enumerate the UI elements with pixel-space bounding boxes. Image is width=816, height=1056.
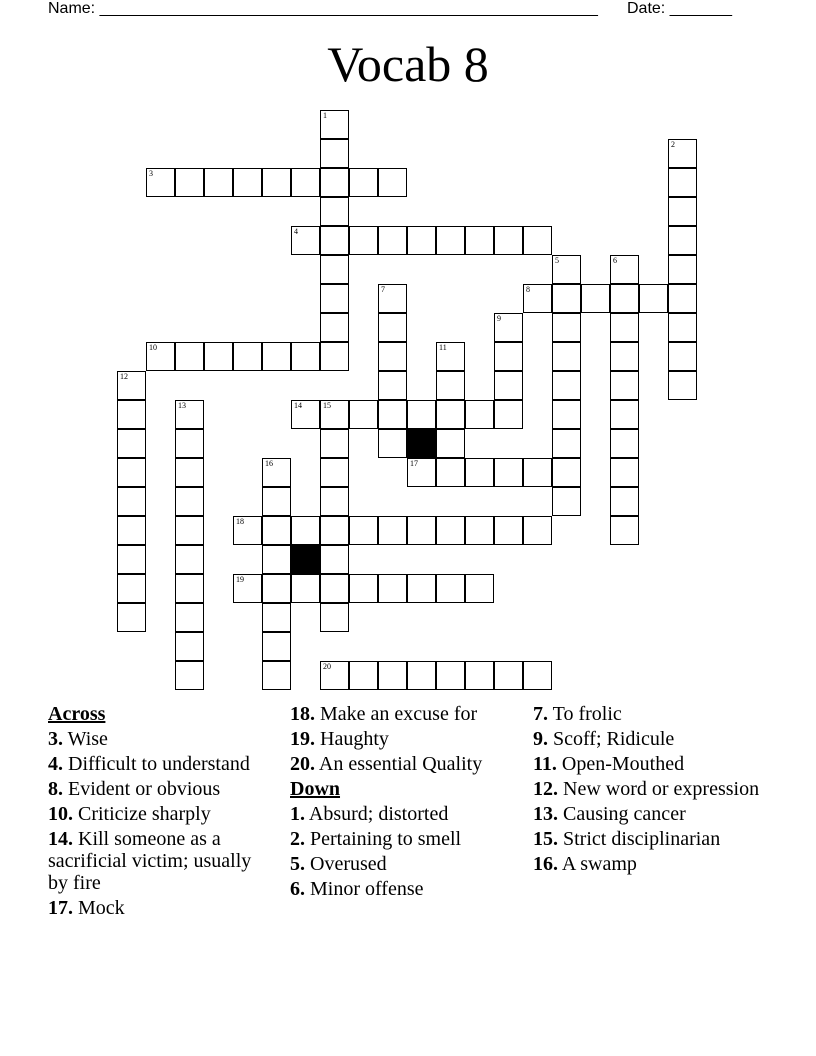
down-clue: [533, 703, 783, 725]
across-clue: [290, 753, 510, 775]
clue-text: Absurd; distorted: [305, 803, 449, 825]
grid-cell[interactable]: [117, 516, 146, 545]
grid-cell[interactable]: [175, 487, 204, 516]
grid-cell[interactable]: [552, 429, 581, 458]
across-clue: [48, 897, 263, 919]
grid-cell[interactable]: [175, 632, 204, 661]
grid-cell[interactable]: [436, 342, 465, 371]
down-clue: [533, 778, 783, 800]
grid-cell[interactable]: [233, 516, 262, 545]
clue-number-label: 3.: [48, 728, 63, 750]
clue-text: Minor offense: [305, 878, 424, 900]
clue-text: Open-Mouthed: [556, 753, 685, 775]
clue-text: Mock: [73, 897, 125, 919]
grid-cell[interactable]: [407, 458, 436, 487]
clue-number: 3: [149, 169, 153, 178]
clue-number: 10: [149, 343, 157, 352]
down-clue: [290, 828, 510, 850]
grid-cell[interactable]: [523, 284, 552, 313]
grid-cell[interactable]: [407, 574, 436, 603]
clue-number: 12: [120, 372, 128, 381]
clue-number-label: 5.: [290, 853, 305, 875]
grid-cell[interactable]: [291, 342, 320, 371]
across-clue: [290, 728, 510, 750]
grid-cell[interactable]: [552, 342, 581, 371]
grid-cell[interactable]: [320, 487, 349, 516]
grid-cell[interactable]: [610, 371, 639, 400]
grid-cell[interactable]: [320, 110, 349, 139]
grid-cell[interactable]: [494, 313, 523, 342]
grid-cell[interactable]: [262, 545, 291, 574]
clue-text: Difficult to understand: [63, 753, 250, 775]
grid-cell[interactable]: [320, 284, 349, 313]
grid-cell[interactable]: [320, 661, 349, 690]
clue-number-label: 12.: [533, 778, 558, 800]
grid-cell[interactable]: [494, 342, 523, 371]
grid-cell[interactable]: [465, 458, 494, 487]
grid-cell[interactable]: [146, 342, 175, 371]
clue-text: Strict disciplinarian: [558, 828, 721, 850]
grid-cell[interactable]: [291, 226, 320, 255]
grid-cell[interactable]: [117, 603, 146, 632]
grid-cell[interactable]: [436, 371, 465, 400]
clue-text: Overused: [305, 853, 387, 875]
clue-number-label: 1.: [290, 803, 305, 825]
grid-cell[interactable]: [436, 458, 465, 487]
clue-number: 7: [381, 285, 385, 294]
clue-number: 19: [236, 575, 244, 584]
grid-cell[interactable]: [175, 400, 204, 429]
grid-cell[interactable]: [262, 168, 291, 197]
grid-cell[interactable]: [320, 603, 349, 632]
grid-cell[interactable]: [407, 226, 436, 255]
clue-number: 17: [410, 459, 418, 468]
grid-cell[interactable]: [610, 342, 639, 371]
page-title: Vocab 8: [327, 36, 489, 92]
clue-number: 4: [294, 227, 298, 236]
grid-cell[interactable]: [349, 661, 378, 690]
grid-cell[interactable]: [320, 168, 349, 197]
grid-cell[interactable]: [262, 632, 291, 661]
grid-cell[interactable]: [494, 226, 523, 255]
down-clue: [290, 853, 510, 875]
grid-cell[interactable]: [320, 313, 349, 342]
clue-number: 9: [497, 314, 501, 323]
grid-cell[interactable]: [146, 168, 175, 197]
grid-cell[interactable]: [262, 603, 291, 632]
grid-cell[interactable]: [610, 313, 639, 342]
grid-cell[interactable]: [552, 313, 581, 342]
grid-cell[interactable]: [668, 226, 697, 255]
clue-text: Evident or obvious: [63, 778, 221, 800]
clue-number-label: 15.: [533, 828, 558, 850]
grid-cell[interactable]: [175, 516, 204, 545]
grid-cell[interactable]: [175, 545, 204, 574]
grid-cell[interactable]: [175, 603, 204, 632]
grid-cell[interactable]: [465, 574, 494, 603]
grid-cell[interactable]: [117, 458, 146, 487]
clue-number-label: 10.: [48, 803, 73, 825]
grid-cell[interactable]: [552, 371, 581, 400]
grid-cell[interactable]: [233, 342, 262, 371]
grid-cell[interactable]: [378, 226, 407, 255]
grid-cell[interactable]: [117, 487, 146, 516]
grid-cell[interactable]: [610, 255, 639, 284]
grid-cell[interactable]: [320, 574, 349, 603]
grid-cell[interactable]: [320, 255, 349, 284]
grid-cell[interactable]: [494, 400, 523, 429]
clue-number-label: 19.: [290, 728, 315, 750]
grid-cell[interactable]: [668, 371, 697, 400]
clue-number: 14: [294, 401, 302, 410]
clue-number-label: 14.: [48, 828, 73, 850]
clue-number: 11: [439, 343, 447, 352]
grid-cell[interactable]: [204, 342, 233, 371]
grid-cell[interactable]: [175, 458, 204, 487]
grid-cell[interactable]: [320, 458, 349, 487]
grid-cell[interactable]: [552, 284, 581, 313]
clue-number-label: 8.: [48, 778, 63, 800]
grid-cell[interactable]: [320, 516, 349, 545]
grid-cell[interactable]: [233, 168, 262, 197]
clue-number: 2: [671, 140, 675, 149]
grid-cell[interactable]: [117, 400, 146, 429]
grid-cell[interactable]: [494, 661, 523, 690]
grid-cell[interactable]: [378, 313, 407, 342]
clue-text: Haughty: [315, 728, 389, 750]
clue-number-label: 16.: [533, 853, 558, 875]
grid-cell[interactable]: [320, 545, 349, 574]
grid-cell[interactable]: [262, 458, 291, 487]
clue-number-label: 9.: [533, 728, 548, 750]
clue-text: Kill someone as a sacrificial victim; usually by fire: [48, 828, 252, 894]
clue-number-label: 2.: [290, 828, 305, 850]
grid-cell[interactable]: [610, 400, 639, 429]
clue-number: 5: [555, 256, 559, 265]
grid-cell[interactable]: [349, 168, 378, 197]
grid-cell[interactable]: [610, 429, 639, 458]
grid-cell[interactable]: [610, 487, 639, 516]
clues-column-3: [533, 703, 783, 878]
down-clue: [533, 803, 783, 825]
grid-cell[interactable]: [262, 516, 291, 545]
grid-cell[interactable]: [378, 661, 407, 690]
across-clue: [48, 728, 263, 750]
grid-cell[interactable]: [233, 574, 262, 603]
grid-cell[interactable]: [378, 574, 407, 603]
grid-cell[interactable]: [523, 458, 552, 487]
grid-cell[interactable]: [378, 342, 407, 371]
grid-cell[interactable]: [465, 400, 494, 429]
date-field: Date: _______: [627, 0, 732, 17]
grid-cell[interactable]: [668, 255, 697, 284]
clues-column-2: [290, 703, 510, 903]
grid-cell[interactable]: [523, 661, 552, 690]
clue-text: Causing cancer: [558, 803, 686, 825]
grid-cell[interactable]: [349, 400, 378, 429]
grid-cell[interactable]: [436, 226, 465, 255]
grid-cell[interactable]: [436, 661, 465, 690]
clue-text: Pertaining to smell: [305, 828, 462, 850]
grid-cell[interactable]: [407, 400, 436, 429]
grid-cell[interactable]: [262, 487, 291, 516]
grid-cell[interactable]: [465, 516, 494, 545]
across-clue: [48, 753, 263, 775]
grid-cell[interactable]: [436, 400, 465, 429]
grid-cell[interactable]: [378, 284, 407, 313]
grid-cell[interactable]: [262, 342, 291, 371]
grid-cell[interactable]: [465, 226, 494, 255]
grid-cell[interactable]: [291, 400, 320, 429]
grid-cell[interactable]: [668, 168, 697, 197]
clues-column-1: [48, 703, 263, 922]
clue-number: 15: [323, 401, 331, 410]
clue-number-label: 18.: [290, 703, 315, 725]
clue-number: 20: [323, 662, 331, 671]
grid-cell[interactable]: [117, 429, 146, 458]
grid-cell[interactable]: [610, 516, 639, 545]
name-field: Name: ________________________________________________________: [48, 0, 598, 17]
grid-cell[interactable]: [668, 342, 697, 371]
clue-number: 18: [236, 517, 244, 526]
grid-cell[interactable]: [175, 574, 204, 603]
grid-cell[interactable]: [581, 284, 610, 313]
grid-cell[interactable]: [552, 458, 581, 487]
clue-number-label: 20.: [290, 753, 315, 775]
grid-cell[interactable]: [552, 255, 581, 284]
grid-cell[interactable]: [378, 400, 407, 429]
grid-cell[interactable]: [175, 429, 204, 458]
clue-text: An essential Quality: [315, 753, 483, 775]
grid-cell[interactable]: [436, 429, 465, 458]
grid-cell[interactable]: [320, 226, 349, 255]
grid-cell[interactable]: [523, 226, 552, 255]
grid-cell[interactable]: [407, 661, 436, 690]
clue-number: 8: [526, 285, 530, 294]
clue-text: Make an excuse for: [315, 703, 478, 725]
grid-cell[interactable]: [175, 661, 204, 690]
across-clue: [48, 803, 263, 825]
grid-cell[interactable]: [494, 516, 523, 545]
across-heading: Across: [48, 703, 106, 725]
clue-text: To frolic: [548, 703, 622, 725]
grid-cell[interactable]: [610, 284, 639, 313]
down-heading: Down: [290, 778, 341, 800]
grid-cell[interactable]: [465, 661, 494, 690]
down-clue: [290, 803, 510, 825]
grid-cell[interactable]: [610, 458, 639, 487]
across-clue: [48, 778, 263, 800]
clue-number-label: 11.: [533, 753, 557, 775]
clue-text: New word or expression: [558, 778, 760, 800]
grid-cell[interactable]: [320, 342, 349, 371]
grid-cell[interactable]: [117, 371, 146, 400]
grid-block-cell: [291, 545, 320, 574]
grid-cell[interactable]: [117, 545, 146, 574]
grid-cell[interactable]: [320, 197, 349, 226]
grid-cell[interactable]: [320, 429, 349, 458]
grid-block-cell: [407, 429, 436, 458]
grid-cell[interactable]: [407, 516, 436, 545]
across-clue: [290, 703, 510, 725]
clue-number: 1: [323, 111, 327, 120]
down-clue: [533, 853, 783, 875]
clue-number: 6: [613, 256, 617, 265]
grid-cell[interactable]: [378, 429, 407, 458]
down-clue: [533, 753, 783, 775]
grid-cell[interactable]: [349, 226, 378, 255]
grid-cell[interactable]: [320, 400, 349, 429]
grid-cell[interactable]: [262, 574, 291, 603]
grid-cell[interactable]: [349, 574, 378, 603]
clue-number-label: 13.: [533, 803, 558, 825]
clue-text: Wise: [63, 728, 108, 750]
grid-cell[interactable]: [523, 516, 552, 545]
grid-cell[interactable]: [262, 661, 291, 690]
grid-cell[interactable]: [668, 313, 697, 342]
clue-number-label: 4.: [48, 753, 63, 775]
grid-cell[interactable]: [378, 371, 407, 400]
grid-cell[interactable]: [436, 574, 465, 603]
across-clue: [48, 828, 263, 894]
grid-cell[interactable]: [668, 139, 697, 168]
grid-cell[interactable]: [436, 516, 465, 545]
grid-cell[interactable]: [639, 284, 668, 313]
grid-cell[interactable]: [378, 516, 407, 545]
down-clue: [290, 878, 510, 900]
clue-number-label: 6.: [290, 878, 305, 900]
grid-cell[interactable]: [117, 574, 146, 603]
grid-cell[interactable]: [291, 516, 320, 545]
clue-text: Scoff; Ridicule: [548, 728, 675, 750]
grid-cell[interactable]: [494, 458, 523, 487]
clue-text: Criticize sharply: [73, 803, 211, 825]
grid-cell[interactable]: [552, 400, 581, 429]
clue-text: A swamp: [558, 853, 637, 875]
grid-cell[interactable]: [175, 342, 204, 371]
grid-cell[interactable]: [552, 487, 581, 516]
grid-cell[interactable]: [291, 168, 320, 197]
clue-number-label: 17.: [48, 897, 73, 919]
clue-number-label: 7.: [533, 703, 548, 725]
grid-cell[interactable]: [291, 574, 320, 603]
down-clue: [533, 728, 783, 750]
grid-cell[interactable]: [320, 139, 349, 168]
grid-cell[interactable]: [494, 371, 523, 400]
clue-number: 16: [265, 459, 273, 468]
grid-cell[interactable]: [378, 168, 407, 197]
grid-cell[interactable]: [349, 516, 378, 545]
down-clue: [533, 828, 783, 850]
clue-number: 13: [178, 401, 186, 410]
grid-cell[interactable]: [668, 284, 697, 313]
grid-cell[interactable]: [668, 197, 697, 226]
grid-cell[interactable]: [204, 168, 233, 197]
grid-cell[interactable]: [175, 168, 204, 197]
